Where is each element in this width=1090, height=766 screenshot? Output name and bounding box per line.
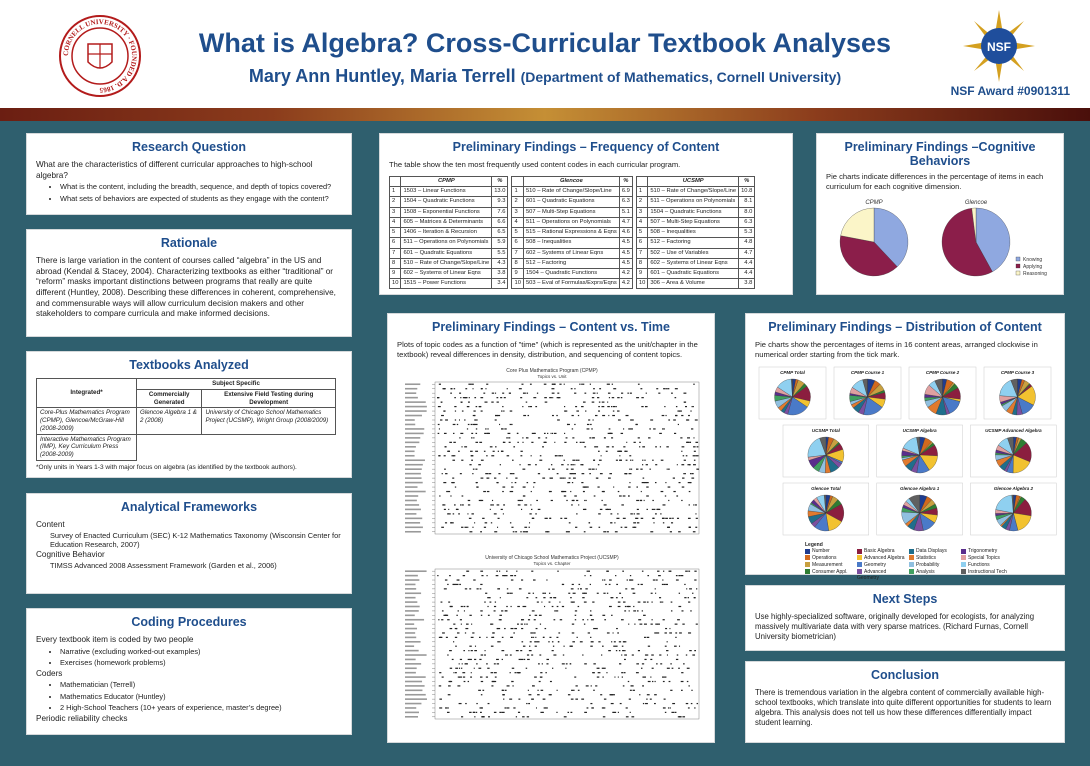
legend-label: Instructional Tech bbox=[968, 568, 1007, 575]
table-cell: 5.1 bbox=[619, 207, 632, 217]
table-row bbox=[636, 207, 754, 217]
table-cell: 7.6 bbox=[492, 207, 508, 217]
rationale-heading: Rationale bbox=[160, 236, 218, 250]
table-cell: 4.5 bbox=[619, 258, 632, 268]
table-cell: 10 bbox=[512, 279, 523, 289]
table-cell: 8.0 bbox=[739, 207, 755, 217]
frameworks-panel bbox=[26, 493, 352, 594]
frequency-table-glencoe bbox=[511, 176, 632, 290]
legend-swatch bbox=[805, 569, 810, 574]
coders-label: Coders bbox=[36, 668, 63, 678]
pie-title: Glencoe bbox=[964, 199, 988, 206]
table-cell: 9 bbox=[512, 268, 523, 278]
coding-panel bbox=[26, 608, 352, 735]
table-cell: 3 bbox=[390, 207, 401, 217]
plot-frame bbox=[435, 382, 699, 534]
table-cell: Interactive Mathematics Program (IMP), Key Curriculum Press (2008-2009) bbox=[37, 434, 137, 460]
distribution-pie bbox=[808, 437, 844, 473]
table-row bbox=[636, 217, 754, 227]
table-cell: 5.3 bbox=[739, 228, 755, 238]
textbooks-table bbox=[36, 378, 336, 461]
table-cell: 1504 – Quadratic Functions bbox=[401, 197, 492, 207]
legend-label: Geometry bbox=[864, 561, 886, 568]
next-steps-text: Use highly-specialized software, originally developed for ecologists, for analyzing massively multivariate data with very sparse matrices. (Richard Furnas, Cornell University biometrician) bbox=[755, 612, 1035, 642]
table-row bbox=[512, 258, 632, 268]
col-commercial: Commercially Generated bbox=[137, 389, 202, 408]
table-header bbox=[636, 176, 647, 186]
header-stripe bbox=[0, 108, 1090, 121]
conclusion-panel bbox=[745, 661, 1065, 743]
frameworks-cognitive-text: TIMSS Advanced 2008 Assessment Framework (Garden et al., 2006) bbox=[50, 560, 277, 570]
table-cell: 9 bbox=[636, 268, 647, 278]
pie-title: CPMP Course 3 bbox=[1000, 369, 1035, 375]
col-integrated: Integrated* bbox=[37, 379, 137, 408]
table-row bbox=[390, 248, 508, 258]
legend-label: Trigonometry bbox=[968, 548, 998, 555]
research-question-heading: Research Question bbox=[132, 140, 246, 154]
table-cell: 6.6 bbox=[492, 217, 508, 227]
table-cell: 3.4 bbox=[492, 279, 508, 289]
textbooks-panel bbox=[26, 351, 352, 478]
plot-subtitle: Topics vs. Unit bbox=[537, 373, 567, 379]
legend-entry bbox=[909, 548, 961, 555]
pie-title: Glencoe Algebra 2 bbox=[993, 485, 1034, 491]
table-header: % bbox=[739, 176, 755, 186]
table-cell: 510 – Rate of Change/Slope/Line bbox=[401, 258, 492, 268]
coding-items-list bbox=[60, 646, 342, 669]
list-item: • What is the content, including the breadth, sequence, and depth of topics covered? bbox=[60, 181, 342, 192]
table-cell: 4.7 bbox=[739, 248, 755, 258]
table-row bbox=[37, 434, 336, 460]
table-row bbox=[636, 248, 754, 258]
legend-entry bbox=[961, 548, 1013, 555]
table-row bbox=[390, 207, 508, 217]
table-cell: 8.1 bbox=[739, 197, 755, 207]
ucsmp-topic-plot bbox=[397, 551, 707, 729]
frequency-tables bbox=[389, 176, 783, 290]
textbooks-footnote: *Only units in Years 1-3 with major focus on algebra (as identified by the textbook authors). bbox=[36, 463, 297, 471]
table-row bbox=[512, 248, 632, 258]
legend-swatch bbox=[961, 569, 966, 574]
distribution-pie bbox=[925, 379, 961, 415]
table-cell: 4.7 bbox=[619, 217, 632, 227]
frequency-intro: The table show the ten most frequently used content codes in each curricular program. bbox=[389, 160, 681, 169]
plot-marks bbox=[405, 383, 699, 532]
legend-label: Data Displays bbox=[916, 548, 947, 555]
table-cell: 2 bbox=[390, 197, 401, 207]
coding-intro: Every textbook item is coded by two people bbox=[36, 635, 194, 644]
distribution-intro: Pie charts show the percentages of items in 16 content areas, arranged clockwise in numerical order starting from the tick mark. bbox=[755, 340, 1038, 359]
table-cell: 5 bbox=[636, 228, 647, 238]
table-row bbox=[636, 268, 754, 278]
table-cell: 8 bbox=[636, 258, 647, 268]
plot-marks bbox=[405, 570, 698, 717]
table-cell: 512 – Factoring bbox=[523, 258, 619, 268]
table-cell: 8 bbox=[390, 258, 401, 268]
cornell-seal-text: CORNELL UNIVERSITY · FOUNDED A.D. 1865 bbox=[61, 17, 139, 95]
legend-label: Advanced Algebra bbox=[864, 555, 905, 562]
table-row bbox=[636, 238, 754, 248]
table-cell: 515 – Rational Expressions & Eqns bbox=[523, 228, 619, 238]
research-question-text: What are the characteristics of different curricular approaches to high-school algebra? bbox=[36, 160, 313, 180]
legend-swatch bbox=[805, 562, 810, 567]
rationale-panel bbox=[26, 229, 352, 337]
table-cell: 4.2 bbox=[619, 279, 632, 289]
legend-label: Advanced Geometry bbox=[857, 568, 887, 582]
nsf-logo-text: NSF bbox=[987, 40, 1011, 54]
pie-title: Glencoe Algebra 1 bbox=[899, 485, 940, 491]
table-cell: 10 bbox=[636, 279, 647, 289]
distribution-pie bbox=[808, 495, 844, 531]
legend-label: Probability bbox=[916, 561, 940, 568]
table-cell: 10.8 bbox=[739, 187, 755, 197]
table-cell: 9.3 bbox=[492, 197, 508, 207]
table-cell: 2 bbox=[636, 197, 647, 207]
table-cell: 6.5 bbox=[492, 228, 508, 238]
table-cell: 8 bbox=[512, 258, 523, 268]
table-cell: 4.2 bbox=[619, 268, 632, 278]
legend-label: Consumer Appl. bbox=[812, 568, 848, 575]
table-cell: 503 – Eval of Formulas/Exprs/Eqns bbox=[523, 279, 619, 289]
author-department: (Department of Mathematics, Cornell University) bbox=[520, 69, 842, 85]
table-cell: 5 bbox=[390, 228, 401, 238]
table-cell: 512 – Factoring bbox=[648, 238, 739, 248]
list-item: • Mathematics Educator (Huntley) bbox=[60, 691, 342, 702]
table-header: % bbox=[492, 176, 508, 186]
table-row bbox=[390, 217, 508, 227]
legend-label: Reasoning bbox=[1023, 270, 1047, 277]
table-cell: 4 bbox=[390, 217, 401, 227]
table-cell: 602 – Systems of Linear Eqns bbox=[401, 268, 492, 278]
legend-entry bbox=[805, 562, 857, 569]
legend-swatch bbox=[857, 562, 862, 567]
table-cell: 5.5 bbox=[492, 248, 508, 258]
frameworks-cognitive-label: Cognitive Behavior bbox=[36, 549, 105, 559]
coders-list bbox=[60, 679, 342, 713]
table-row bbox=[512, 228, 632, 238]
table-cell: 4.6 bbox=[619, 228, 632, 238]
table-header bbox=[512, 176, 523, 186]
author-names: Mary Ann Huntley, Maria Terrell bbox=[248, 66, 516, 86]
cognitive-pie-cpmp bbox=[840, 208, 908, 276]
legend-title: Legend bbox=[805, 541, 823, 548]
table-cell: 4.8 bbox=[739, 238, 755, 248]
distribution-pie bbox=[995, 437, 1031, 473]
table-cell: 5 bbox=[512, 228, 523, 238]
list-item: • Exercises (homework problems) bbox=[60, 657, 342, 668]
table-cell: 6 bbox=[636, 238, 647, 248]
table-cell: 306 – Area & Volume bbox=[648, 279, 739, 289]
list-item: • What sets of behaviors are expected of students as they engage with the content? bbox=[60, 193, 342, 204]
col-subject-specific: Subject Specific bbox=[137, 379, 336, 390]
table-cell: 4.4 bbox=[739, 268, 755, 278]
distribution-pie-charts bbox=[755, 363, 1055, 535]
distribution-pie bbox=[775, 379, 811, 415]
pie-title: Glencoe Total bbox=[811, 485, 841, 491]
legend-swatch bbox=[961, 555, 966, 560]
table-row bbox=[390, 279, 508, 289]
legend-entry bbox=[909, 562, 961, 569]
legend-swatch bbox=[909, 555, 914, 560]
frameworks-content-label: Content bbox=[36, 520, 65, 529]
legend-label: Number bbox=[812, 548, 830, 555]
table-cell: 7 bbox=[512, 248, 523, 258]
legend-swatch bbox=[909, 549, 914, 554]
cognitive-heading: Preliminary Findings –Cognitive Behaviors bbox=[844, 140, 1036, 168]
next-steps-panel bbox=[745, 585, 1065, 651]
table-cell: 510 – Rate of Change/Slope/Line bbox=[523, 187, 619, 197]
content-time-intro: Plots of topic codes as a function of "time" (which is represented as the unit/chapter in the textbook) reveal differences in density, distribution, and sequencing of content topics. bbox=[397, 340, 698, 359]
table-cell: Glencoe Algebra 1 & 2 (2008) bbox=[137, 408, 202, 434]
legend-swatch bbox=[857, 549, 862, 554]
legend-swatch bbox=[1016, 257, 1020, 261]
table-cell: 601 – Quadratic Equations bbox=[523, 197, 619, 207]
table-cell: 1515 – Power Functions bbox=[401, 279, 492, 289]
cognitive-pie-charts bbox=[826, 194, 1056, 284]
table-header: % bbox=[619, 176, 632, 186]
table-cell: 511 – Operations on Polynomials bbox=[648, 197, 739, 207]
legend-entry bbox=[909, 555, 961, 562]
legend-label: Operations bbox=[812, 555, 837, 562]
cognitive-panel bbox=[816, 133, 1064, 295]
table-cell: 5.9 bbox=[492, 238, 508, 248]
table-cell: 1504 – Quadratic Functions bbox=[523, 268, 619, 278]
legend-label: Measurement bbox=[812, 561, 843, 568]
legend-label: Functions bbox=[968, 561, 990, 568]
distribution-pie bbox=[902, 495, 938, 531]
table-row bbox=[390, 268, 508, 278]
legend-swatch bbox=[805, 555, 810, 560]
table-row bbox=[512, 207, 632, 217]
distribution-pie bbox=[1000, 379, 1036, 415]
table-cell: 510 – Rate of Change/Slope/Line bbox=[648, 187, 739, 197]
table-cell: 4.4 bbox=[739, 258, 755, 268]
legend-entry bbox=[857, 548, 909, 555]
legend-entry bbox=[805, 548, 857, 555]
cognitive-intro: Pie charts indicate differences in the percentage of items in each curriculum for each cognitive dimension. bbox=[826, 172, 1044, 191]
frameworks-content-text: Survey of Enacted Curriculum (SEC) K-12 Mathematics Taxonomy (Wisconsin Center for Education Research, 2007) bbox=[50, 530, 341, 550]
table-cell: 7 bbox=[390, 248, 401, 258]
table-cell: 1508 – Exponential Functions bbox=[401, 207, 492, 217]
table-cell: 507 – Multi-Step Equations bbox=[648, 217, 739, 227]
table-cell: 6 bbox=[390, 238, 401, 248]
table-cell: 4 bbox=[512, 217, 523, 227]
legend-swatch bbox=[1016, 264, 1020, 268]
cpmp-topic-plot bbox=[397, 364, 707, 544]
table-row bbox=[512, 268, 632, 278]
legend-label: Special Topics bbox=[968, 555, 1000, 562]
table-row bbox=[636, 197, 754, 207]
table-cell: University of Chicago School Mathematics Project (UCSMP), Wright Group (2008/2009) bbox=[202, 408, 336, 434]
frequency-table-cpmp bbox=[389, 176, 508, 290]
legend-entry bbox=[805, 555, 857, 562]
table-row bbox=[390, 228, 508, 238]
table-cell: 1503 – Linear Functions bbox=[401, 187, 492, 197]
pie-title: UCSMP Advanced Algebra bbox=[985, 427, 1042, 433]
pie-title: CPMP Course 1 bbox=[850, 369, 885, 375]
table-cell: 6 bbox=[512, 238, 523, 248]
table-cell: 511 – Operations on Polynomials bbox=[401, 238, 492, 248]
legend-swatch bbox=[961, 562, 966, 567]
coding-reliability: Periodic reliability checks bbox=[36, 713, 128, 723]
coding-heading: Coding Procedures bbox=[131, 615, 247, 629]
table-row bbox=[37, 408, 336, 434]
table-cell: 3.8 bbox=[739, 279, 755, 289]
table-row bbox=[390, 238, 508, 248]
plot-frame bbox=[435, 569, 699, 719]
table-cell: 601 – Quadratic Equations bbox=[648, 268, 739, 278]
table-header: CPMP bbox=[401, 176, 492, 186]
plot-title: University of Chicago School Mathematics Project (UCSMP) bbox=[485, 554, 619, 561]
table-cell: Core-Plus Mathematics Program (CPMP), Glencoe/McGraw-Hill (2008-2009) bbox=[37, 408, 137, 434]
frequency-heading: Preliminary Findings – Frequency of Content bbox=[452, 140, 720, 154]
pie-title: CPMP Course 2 bbox=[925, 369, 960, 375]
frequency-table-ucsmp bbox=[636, 176, 755, 290]
legend-entry bbox=[857, 555, 909, 562]
table-cell: 3.8 bbox=[492, 268, 508, 278]
conclusion-heading: Conclusion bbox=[870, 668, 940, 682]
table-cell: 508 – Inequalities bbox=[648, 228, 739, 238]
legend-entry bbox=[909, 569, 961, 583]
table-row bbox=[636, 187, 754, 197]
nsf-logo-icon bbox=[963, 10, 1035, 82]
list-item: • 2 High-School Teachers (10+ years of experience, master’s degree) bbox=[60, 702, 342, 713]
table-cell: 4.3 bbox=[492, 258, 508, 268]
legend-label: Basic Algebra bbox=[864, 548, 895, 555]
cognitive-pie-glencoe bbox=[942, 208, 1010, 276]
frequency-panel bbox=[379, 133, 793, 295]
table-row bbox=[512, 187, 632, 197]
poster-authors bbox=[0, 66, 1090, 87]
list-item: • Mathematician (Terrell) bbox=[60, 679, 342, 690]
legend-entry bbox=[805, 569, 857, 583]
legend-label: Applying bbox=[1023, 263, 1043, 270]
table-row bbox=[636, 228, 754, 238]
table-cell: 7 bbox=[636, 248, 647, 258]
textbooks-heading: Textbooks Analyzed bbox=[129, 358, 249, 372]
distribution-pie bbox=[995, 495, 1031, 531]
poster-header bbox=[0, 0, 1090, 108]
legend-swatch bbox=[909, 562, 914, 567]
table-header: Glencoe bbox=[523, 176, 619, 186]
research-question-panel bbox=[26, 133, 352, 215]
table-cell: 1 bbox=[390, 187, 401, 197]
distribution-legend bbox=[755, 542, 1055, 583]
table-header bbox=[390, 176, 401, 186]
table-cell: 6.9 bbox=[619, 187, 632, 197]
pie-title: UCSMP Algebra bbox=[902, 427, 937, 433]
distribution-panel bbox=[745, 313, 1065, 582]
table-row bbox=[512, 197, 632, 207]
legend-swatch bbox=[805, 549, 810, 554]
legend-swatch bbox=[961, 549, 966, 554]
table-cell: 6.3 bbox=[739, 217, 755, 227]
legend-grid bbox=[805, 548, 1055, 582]
next-steps-heading: Next Steps bbox=[872, 592, 938, 606]
table-row bbox=[512, 238, 632, 248]
list-item: • Narrative (excluding worked-out examples) bbox=[60, 646, 342, 657]
table-cell: 2 bbox=[512, 197, 523, 207]
table-cell: 605 – Matrices & Determinants bbox=[401, 217, 492, 227]
legend-label: Analysis bbox=[916, 568, 935, 575]
plot-title: Core Plus Mathematics Program (CPMP) bbox=[506, 367, 598, 374]
legend-swatch bbox=[857, 555, 862, 560]
legend-swatch bbox=[1016, 271, 1020, 275]
research-question-list bbox=[60, 181, 342, 204]
legend-swatch bbox=[857, 569, 862, 574]
conclusion-text: There is tremendous variation in the algebra content of commercially available high-school textbooks, which translate into quite different opportunities for students to learn algebra. This analysis does not tell us how these differences differentially impact student learning. bbox=[755, 688, 1052, 728]
legend-entry bbox=[961, 569, 1013, 583]
table-cell: 6.3 bbox=[619, 197, 632, 207]
content-time-panel bbox=[387, 313, 715, 743]
frameworks-heading: Analytical Frameworks bbox=[120, 500, 258, 514]
legend-entry bbox=[857, 569, 909, 583]
table-row bbox=[390, 258, 508, 268]
legend-label: Statistics bbox=[916, 555, 937, 562]
legend-swatch bbox=[909, 569, 914, 574]
table-cell: 3 bbox=[512, 207, 523, 217]
legend-entry bbox=[961, 555, 1013, 562]
legend-entry bbox=[961, 562, 1013, 569]
table-row bbox=[390, 187, 508, 197]
table-row bbox=[390, 197, 508, 207]
table-cell: 508 – Inequalities bbox=[523, 238, 619, 248]
table-row bbox=[512, 217, 632, 227]
pie-title: CPMP Total bbox=[780, 369, 805, 375]
table-cell: 9 bbox=[390, 268, 401, 278]
table-cell: 1504 – Quadratic Functions bbox=[648, 207, 739, 217]
distribution-heading: Preliminary Findings – Distribution of Content bbox=[768, 320, 1042, 334]
table-cell: 4.5 bbox=[619, 238, 632, 248]
table-cell: 502 – Use of Variables bbox=[648, 248, 739, 258]
table-row bbox=[512, 279, 632, 289]
table-row bbox=[636, 279, 754, 289]
table-cell: 511 – Operations on Polynomials bbox=[523, 217, 619, 227]
table-cell: 10 bbox=[390, 279, 401, 289]
table-cell: 1406 – Iteration & Recursion bbox=[401, 228, 492, 238]
table-row bbox=[636, 258, 754, 268]
poster-title: What is Algebra? Cross-Curricular Textbook Analyses bbox=[198, 28, 892, 58]
table-cell: 507 – Multi-Step Equations bbox=[523, 207, 619, 217]
table-cell: 1 bbox=[512, 187, 523, 197]
table-cell: 3 bbox=[636, 207, 647, 217]
table-cell: 602 – Systems of Linear Eqns bbox=[523, 248, 619, 258]
table-cell: 4 bbox=[636, 217, 647, 227]
nsf-award-number: NSF Award #0901311 bbox=[950, 84, 1070, 98]
plot-subtitle: Topics vs. Chapter bbox=[533, 560, 571, 566]
table-header: UCSMP bbox=[648, 176, 739, 186]
rationale-text: There is large variation in the content of courses called “algebra” in the US and abroad (Kendal & Stacey, 2004). Characterizing textbooks as either “traditional” or “reform” masks important distinctions between programs that really are quite different (Huntley, 2008). Describing these differences in coherent, comprehensive, and commensurable ways will allow curriculum decision makers and other stakeholders to compare curricula and make informed decisions. bbox=[36, 256, 336, 319]
distribution-pie bbox=[850, 379, 886, 415]
table-cell: 4.5 bbox=[619, 248, 632, 258]
col-field-testing: Extensive Field Testing during Development bbox=[202, 389, 336, 408]
pie-title: UCSMP Total bbox=[811, 427, 840, 433]
legend-entry bbox=[857, 562, 909, 569]
table-cell: 601 – Quadratic Equations bbox=[401, 248, 492, 258]
content-time-heading: Preliminary Findings – Content vs. Time bbox=[431, 320, 671, 334]
pie-title: CPMP bbox=[865, 199, 883, 206]
legend-label: Knowing bbox=[1023, 256, 1043, 263]
distribution-pie bbox=[902, 437, 938, 473]
table-cell: 1 bbox=[636, 187, 647, 197]
table-cell: 13.0 bbox=[492, 187, 508, 197]
table-cell: 602 – Systems of Linear Eqns bbox=[648, 258, 739, 268]
